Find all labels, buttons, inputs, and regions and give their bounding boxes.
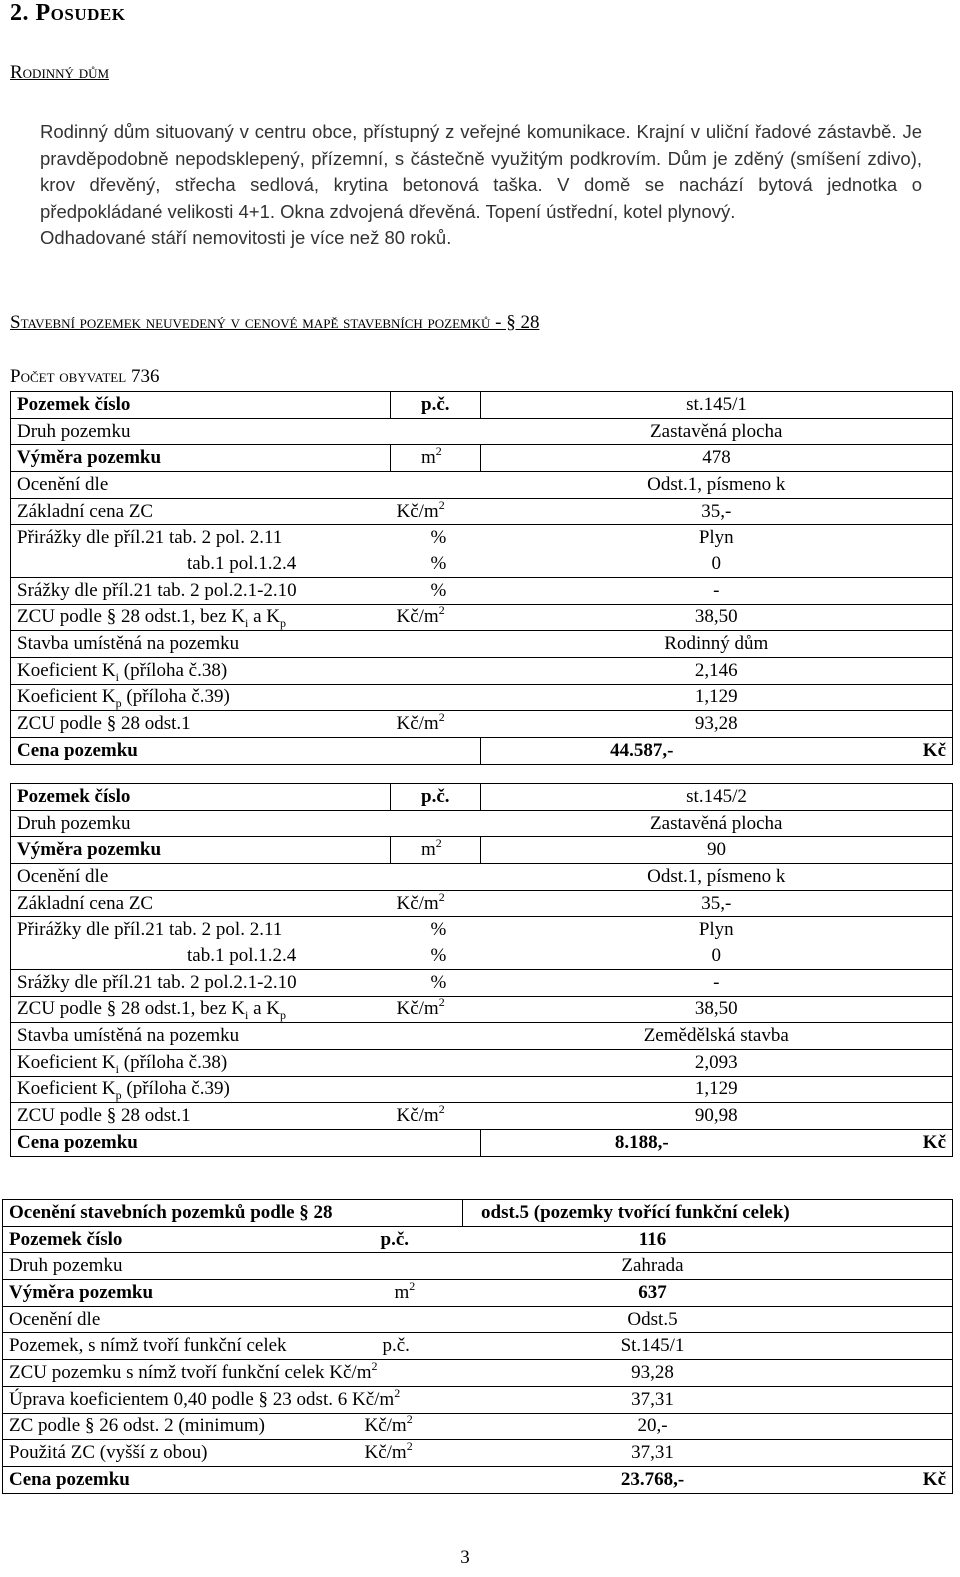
ki-value: 2,146 (694, 659, 738, 681)
ki-value: 2,093 (694, 1051, 738, 1073)
price-currency: Kč (922, 1131, 947, 1153)
population-caption: Počet obyvatel 736 (10, 366, 160, 387)
table-row (3, 1386, 953, 1413)
price-currency: Kč (922, 739, 947, 761)
zcu-unit: $Kč/m^2$ (396, 1102, 445, 1127)
zcu-base-value: 38,50 (694, 998, 738, 1020)
type-value: Zastavěná plocha (650, 420, 783, 442)
table-row (11, 1049, 953, 1076)
valuation-value: Odst.5 (627, 1308, 678, 1330)
parcel-value: 116 (638, 1228, 667, 1250)
building-value: Rodinný dům (664, 633, 769, 655)
zcu-base-label: ZCU podle § 28 odst.1, bez $K_i$ a $K_p$ (17, 998, 286, 1023)
zcu-base-unit: $Kč/m^2$ (396, 604, 445, 628)
zcu-linked-value: 93,28 (631, 1361, 674, 1383)
base-price-value: 35,- (701, 500, 732, 522)
functional-header-right: odst.5 (pozemky tvořící funkční celek) (481, 1201, 790, 1223)
table-row (11, 1129, 953, 1156)
table-row (3, 1280, 953, 1307)
valuation-value: Odst.1, písmeno k (647, 865, 786, 887)
zcu-base-unit: $Kč/m^2$ (396, 996, 445, 1020)
type-label: Druh pozemku (9, 1255, 123, 1277)
table-row (11, 810, 953, 837)
parcel-value: st.145/2 (481, 784, 953, 811)
price-label: Cena pozemku (9, 1468, 130, 1490)
linked-label: Pozemek, s nímž tvoří funkční celek p.č. (9, 1335, 410, 1357)
table-row (11, 631, 953, 658)
parcel-label: Pozemek číslo p.č. (9, 1228, 409, 1250)
table-row (3, 1253, 953, 1280)
table-row (3, 1200, 953, 1227)
table-row (11, 1103, 953, 1130)
zc-used-value: 37,31 (631, 1442, 674, 1464)
table-row (11, 498, 953, 525)
kp-value: 1,129 (694, 686, 738, 708)
table-row (3, 1440, 953, 1467)
table-row (3, 1466, 953, 1493)
building-label: Stavba umístěná na pozemku (17, 633, 240, 655)
parcel-unit: p.č. (391, 784, 481, 811)
base-price-value: 35,- (701, 892, 732, 914)
zcu-value: 93,28 (694, 713, 738, 735)
deduction-label: Srážky dle příl.21 tab. 2 pol.2.1-2.10 (17, 971, 297, 993)
surcharge-unit: % (430, 527, 447, 549)
area-value: 90 (481, 837, 953, 864)
zcu-linked-label: ZCU pozemku s nímž tvoří funkční celek $Kč/m^2$ (9, 1359, 378, 1383)
linked-value: St.145/1 (620, 1335, 685, 1357)
zc-min-value: 20,- (637, 1415, 668, 1437)
table-row (11, 525, 953, 551)
table-row (11, 943, 953, 969)
area-label: Výměra pozemku $m^2$ (9, 1278, 416, 1303)
table-row (11, 445, 953, 472)
area-label: Výměra pozemku (17, 839, 162, 861)
surcharge2-label: tab.1 pol.1.2.4 (187, 944, 297, 966)
surcharge-unit: % (430, 919, 447, 941)
description-age: Odhadované stáří nemovitosti je více než 80 roků. (40, 227, 452, 248)
table-row (11, 864, 953, 891)
table-row (11, 969, 953, 996)
table-row (3, 1306, 953, 1333)
table-row (3, 1360, 953, 1387)
kp-label: Koeficient $K_p$ (příloha č.39) (17, 686, 230, 711)
price-value: 23.768,- (620, 1468, 685, 1490)
adjust-label: Úprava koeficientem 0,40 podle § 23 odst. 6 $Kč/m^2$ (9, 1386, 401, 1410)
zcu-label: ZCU podle § 28 odst.1 (17, 713, 191, 735)
building-label: Stavba umístěná na pozemku (17, 1025, 240, 1047)
zcu-label: ZCU podle § 28 odst.1 (17, 1105, 191, 1127)
page-number: 3 (460, 1547, 470, 1568)
parcel-value: st.145/1 (481, 392, 953, 419)
surcharge-label: Přirážky dle příl.21 tab. 2 pol. 2.11 (17, 919, 283, 941)
zcu-base-value: 38,50 (694, 606, 738, 628)
table-row (11, 737, 953, 764)
type-label: Druh pozemku (17, 812, 131, 834)
type-value: Zahrada (621, 1255, 684, 1277)
base-price-label: Základní cena ZC (17, 500, 154, 522)
table-row (3, 1413, 953, 1440)
table-row (11, 1076, 953, 1103)
table-row (11, 604, 953, 631)
deduction-value: - (713, 579, 720, 601)
base-price-unit: $Kč/m^2$ (396, 498, 445, 522)
area-value: 478 (481, 445, 953, 472)
valuation-label: Ocenění dle (9, 1308, 101, 1330)
parcel-label: Pozemek číslo (17, 785, 131, 807)
surcharge-value: Plyn (698, 527, 734, 549)
table-row (11, 657, 953, 684)
table-row (11, 996, 953, 1023)
section-title: Rodinný dům (10, 62, 110, 83)
surcharge2-value: 0 (711, 552, 721, 574)
surcharge-value: Plyn (698, 919, 734, 941)
table-row (11, 472, 953, 499)
valuation-label: Ocenění dle (17, 865, 109, 887)
parcel-label: Pozemek číslo (17, 393, 131, 415)
zc-used-label: Použitá ZC (vyšší z obou) $Kč/m^2$ (9, 1439, 413, 1464)
table-row (3, 1226, 953, 1253)
area-unit: $m^2$ (391, 445, 481, 472)
price-label: Cena pozemku (17, 1131, 138, 1153)
building-value: Zemědělská stavba (643, 1025, 789, 1047)
functional-header-left: Ocenění stavebních pozemků podle § 28 (3, 1200, 463, 1227)
plot-table-1 (10, 391, 953, 765)
type-value: Zastavěná plocha (650, 812, 783, 834)
table-row (11, 917, 953, 943)
adjust-value: 37,31 (631, 1388, 674, 1410)
functional-table (2, 1199, 953, 1494)
valuation-label: Ocenění dle (17, 473, 109, 495)
deduction-value: - (713, 971, 720, 993)
table-row (11, 890, 953, 917)
base-price-label: Základní cena ZC (17, 892, 154, 914)
table-row (3, 1333, 953, 1360)
price-value: 8.188,- (481, 1129, 803, 1156)
price-label: Cena pozemku (17, 739, 138, 761)
type-label: Druh pozemku (17, 420, 131, 442)
table-row (11, 1023, 953, 1050)
ki-label: Koeficient $K_i$ (příloha č.38) (17, 1051, 228, 1076)
plot-table-2 (10, 783, 953, 1157)
deduction-unit: % (430, 971, 447, 993)
table-row (11, 837, 953, 864)
description (40, 119, 922, 252)
zcu-unit: $Kč/m^2$ (396, 710, 445, 735)
surcharge2-unit: % (430, 552, 447, 574)
table-row (11, 684, 953, 711)
zcu-value: 90,98 (694, 1105, 738, 1127)
price-value: 44.587,- (481, 737, 803, 764)
kp-label: Koeficient $K_p$ (příloha č.39) (17, 1078, 230, 1103)
area-label: Výměra pozemku (17, 447, 162, 469)
table-row (11, 577, 953, 604)
valuation-value: Odst.1, písmeno k (647, 473, 786, 495)
category-caption: Stavební pozemek neuvedený v cenové mapě stavebních pozemků - § 28 (10, 312, 540, 333)
table-row (11, 392, 953, 419)
table-row (11, 551, 953, 577)
area-value: 637 (638, 1281, 667, 1303)
ki-label: Koeficient $K_i$ (příloha č.38) (17, 659, 228, 684)
deduction-label: Srážky dle příl.21 tab. 2 pol.2.1-2.10 (17, 579, 297, 601)
parcel-unit: p.č. (391, 392, 481, 419)
surcharge2-unit: % (430, 944, 447, 966)
zcu-base-label: ZCU podle § 28 odst.1, bez $K_i$ a $K_p$ (17, 606, 286, 631)
description-text: Rodinný dům situovaný v centru obce, přístupný z veřejné komunikace. Krajní v uliční řadové zástavbě. Je pravděpodobně nepodsklepený, přízemní, s částečně využitým podkrovím. Dům je zděný (smíšení zdivo), krov dřevěný, střecha sedlová, krytina betonová taška. V domě se nachází bytová jednotka o předpokládané velikosti 4+1. Okna zdvojená dřevěná. Topení ústřední, kotel plynový. (40, 121, 922, 222)
zc-min-label: ZC podle § 26 odst. 2 (minimum) $Kč/m^2$ (9, 1412, 413, 1437)
table-row (11, 784, 953, 811)
base-price-unit: $Kč/m^2$ (396, 890, 445, 914)
surcharge-label: Přirážky dle příl.21 tab. 2 pol. 2.11 (17, 527, 283, 549)
surcharge2-label: tab.1 pol.1.2.4 (187, 552, 297, 574)
surcharge2-value: 0 (711, 944, 721, 966)
kp-value: 1,129 (694, 1078, 738, 1100)
price-currency: Kč (922, 1468, 947, 1490)
page-heading: 2. Posudek (10, 0, 126, 26)
table-row (11, 418, 953, 445)
area-unit: $m^2$ (391, 837, 481, 864)
deduction-unit: % (430, 579, 447, 601)
table-row (11, 711, 953, 738)
